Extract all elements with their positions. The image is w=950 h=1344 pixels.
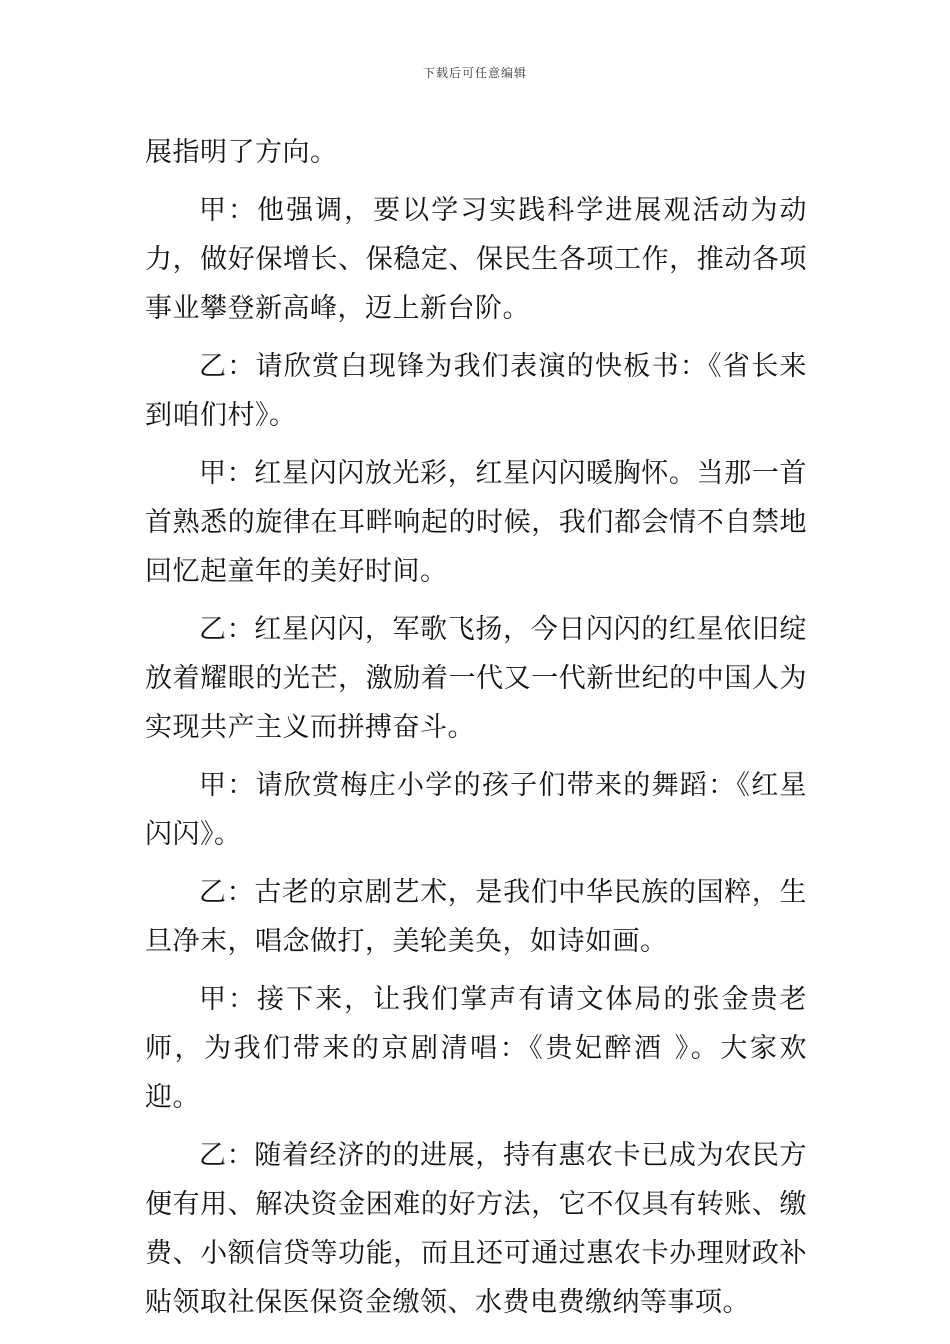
paragraph-1: 展指明了方向。 [145, 137, 338, 168]
paragraph-8: 甲：接下来，让我们掌声有请文体局的张金贵老师，为我们带来的京剧清唱：《贵妃醉酒 》。大家欢迎。 [145, 984, 807, 1113]
page-header-note: 下载后可任意编辑 [422, 66, 527, 80]
paragraph-6: 甲：请欣赏梅庄小学的孩子们带来的舞蹈：《红星闪闪》。 [145, 770, 807, 850]
paragraph-3: 乙：请欣赏白现锋为我们表演的快板书：《省长来到咱们村》。 [145, 351, 807, 431]
paragraph-7: 乙：古老的京剧艺术，是我们中华民族的国粹，生旦净末，唱念做打，美轮美奂，如诗如画。 [145, 877, 807, 957]
paragraph-4: 甲：红星闪闪放光彩，红星闪闪暖胸怀。当那一首首熟悉的旋律在耳畔响起的时候，我们都会情不自禁地回忆起童年的美好时间。 [145, 458, 807, 587]
paragraph-2: 甲：他强调，要以学习实践科学进展观活动为动力，做好保增长、保稳定、保民生各项工作，推动各项事业攀登新高峰，迈上新台阶。 [145, 195, 807, 324]
paragraph-9: 乙：随着经济的的进展，持有惠农卡已成为农民方便有用、解决资金困难的好方法，它不仅具有转账、缴费、小额信贷等功能，而且还可通过惠农卡办理财政补贴领取社保医保资金缴领、水费电费缴纳等事项。 [145, 1140, 807, 1318]
paragraph-5: 乙：红星闪闪，军歌飞扬，今日闪闪的红星依旧绽放着耀眼的光芒，激励着一代又一代新世纪的中国人为实现共产主义而拼搏奋斗。 [145, 614, 807, 743]
document-body [145, 128, 807, 1336]
